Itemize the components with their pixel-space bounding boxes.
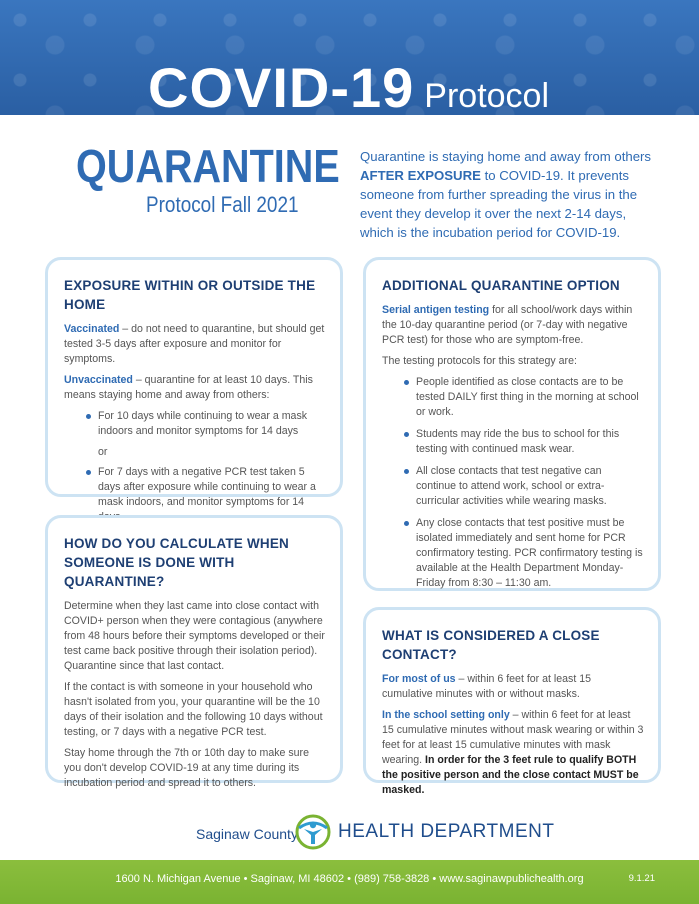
person-figure-icon [295, 814, 331, 850]
protocol-bullet-4: Any close contacts that test positive must be isolated immediately and sent home for PCR confirmatory testing. PCR confirmatory testing is available at the Health Department Monday-Friday from 8:30 – 11:30 am. [404, 516, 644, 591]
protocols-intro: The testing protocols for this strategy are: [382, 355, 577, 367]
serial-label: Serial antigen testing [382, 304, 490, 316]
calculate-card [45, 515, 343, 789]
close-contact-card [363, 607, 661, 796]
additional-option-card [363, 257, 661, 591]
unvaccinated-text: – quarantine for at least 10 days. This means staying home and away from others: [64, 374, 313, 401]
protocol-bullet-1: People identified as close contacts are to be tested DAILY first thing in the morning at school or work. [404, 375, 644, 420]
calculate-heading-line1: HOW DO YOU CALCULATE WHEN [64, 536, 289, 551]
protocols-list [382, 375, 644, 591]
protocol-bullet-2: Students may ride the bus to school for this testing with continued mask wear. [404, 427, 644, 457]
most-paragraph [382, 672, 644, 702]
school-paragraph [382, 708, 644, 798]
footer-address: 1600 N. Michigan Avenue • Saginaw, MI 48602 • (989) 758-3828 • www.saginawpublichealth.org [115, 873, 584, 885]
exposure-bullet-2: For 7 days with a negative PCR test taken 5 days after exposure while continuing to wear a mask indoors, and monitor symptoms for 14 [86, 465, 326, 525]
or-text: or [98, 446, 108, 458]
intro-emphasis: AFTER EXPOSURE [360, 168, 481, 183]
school-text: – within 6 feet for at least 15 cumulative minutes without mask wearing or within 3 feet for at least 15 cumulative minutes with mask wearing. [382, 709, 644, 766]
header-title [148, 56, 550, 115]
health-department-logo [0, 812, 699, 852]
close-contact-heading: WHAT IS CONSIDERED A CLOSE CONTACT? [382, 628, 600, 662]
exposure-bullet-1: For 10 days while continuing to wear a mask indoors and monitor symptoms for 14 days [86, 409, 326, 439]
exposure-list [64, 409, 326, 439]
calculate-paragraph-3: Stay home through the 7th or 10th day to make sure you don't develop COVID-19 at any time during its incubation period and spread it to others. [64, 747, 309, 789]
school-bold-note: In order for the 3 feet rule to qualify BOTH the positive person and the close contact MUST be masked. [382, 754, 639, 796]
intro-part2: to COVID-19. It prevents someone from further spreading the virus in the event they develop it over the next 2-14 days, which is the incubation period for COVID-19. [360, 168, 638, 240]
logo-county: Saginaw County [196, 826, 298, 842]
page-subtitle: Protocol Fall 2021 [146, 192, 299, 217]
header-title-main: COVID-19 [148, 56, 415, 115]
additional-heading: ADDITIONAL QUARANTINE OPTION [382, 278, 620, 293]
footer-date: 9.1.21 [628, 873, 655, 884]
serial-paragraph [382, 303, 644, 348]
exposure-heading: EXPOSURE WITHIN OR OUTSIDE THE HOME [64, 278, 316, 312]
serial-text: for all school/work days within the 10-day quarantine period (or 7-day with negative PCR test) for those who are symptom-free. [382, 304, 633, 346]
school-label: In the school setting only [382, 709, 510, 721]
most-text: – within 6 feet for at least 15 cumulative minutes with or without masks. [382, 673, 592, 700]
calculate-heading [64, 534, 326, 591]
logo-department: HEALTH DEPARTMENT [338, 821, 555, 842]
calculate-heading-line2: SOMEONE IS DONE WITH QUARANTINE? [64, 555, 235, 589]
header-title-sub: Protocol [424, 77, 550, 115]
intro-part1: Quarantine is staying home and away from others [360, 149, 652, 164]
most-label: For most of us [382, 673, 456, 685]
unvaccinated-label: Unvaccinated [64, 374, 133, 386]
header-banner [0, 0, 699, 115]
footer-bar [0, 860, 699, 904]
exposure-card [45, 257, 343, 508]
vaccinated-text: – do not need to quarantine, but should get tested 3-5 days after exposure and monitor for symptoms. [64, 323, 325, 365]
vaccinated-label: Vaccinated [64, 323, 120, 335]
unvaccinated-paragraph [64, 373, 326, 403]
intro-text [360, 147, 660, 242]
calculate-paragraph-1: Determine when they last came into close contact with COVID+ person when they were contagious (anywhere from 48 hours before their symptoms developed or their test came back positive through their isolation period). Quarantine since that last contact. [64, 600, 325, 672]
calculate-paragraph-2: If the contact is with someone in your household who hasn't isolated from you, your quarantine will be the 10 days of their isolation and the following 10 days without testing, or 7 days with a negative PCR test. [64, 681, 323, 738]
vaccinated-paragraph [64, 322, 326, 367]
protocol-bullet-3: All close contacts that test negative can continue to attend work, school or extra-curricular activities while wearing masks. [404, 464, 644, 509]
page-title: QUARANTINE [76, 140, 340, 192]
